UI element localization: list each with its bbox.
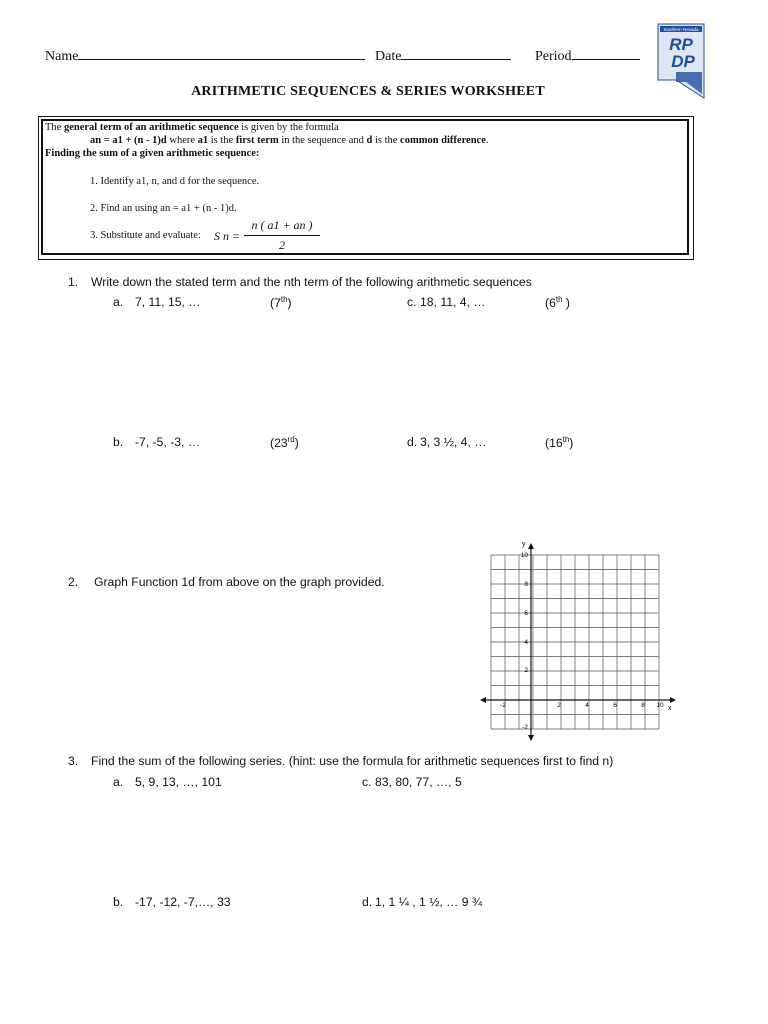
y-axis-label: y	[522, 541, 526, 548]
sum-formula-numerator: n ( a1 + an )	[251, 218, 313, 232]
y-tick-label: 8	[524, 581, 528, 588]
period-field[interactable]	[535, 46, 640, 65]
x-tick-label: 6	[613, 702, 617, 709]
x-tick-label: 10	[656, 702, 664, 709]
q3a-label: a.	[113, 775, 124, 789]
q3c-label: c.	[362, 775, 372, 789]
q1a-sequence: 7, 11, 15, …	[135, 295, 201, 309]
q1a-label: a.	[113, 295, 124, 309]
date-field[interactable]	[375, 46, 511, 65]
y-tick-label: 4	[524, 639, 528, 646]
y-axis-arrow-up	[528, 543, 534, 549]
q1d-term: (16th)	[545, 435, 574, 451]
y-tick-label: 6	[524, 610, 528, 617]
q3d-sequence: 1, 1 ¼ , 1 ½, … 9 ¾	[375, 895, 483, 909]
x-tick-label: 8	[641, 702, 645, 709]
x-tick-label: -2	[500, 702, 506, 709]
q1b-term: (23rd)	[270, 435, 299, 451]
name-label: Name	[45, 49, 79, 64]
y-tick-label: -2	[522, 724, 528, 731]
q3d-label: d.	[362, 895, 373, 909]
q3-prompt: Find the sum of the following series. (hint: use the formula for arithmetic sequences first to find n)	[91, 754, 614, 768]
logo-top-text: Southern Nevada	[663, 27, 699, 32]
q2-number: 2.	[68, 575, 79, 589]
box-line-2: an = a1 + (n - 1)d where a1 is the first term in the sequence and d is the common difference.	[90, 135, 489, 146]
step-2: 2. Find an using an = a1 + (n - 1)d.	[90, 203, 237, 214]
sum-formula-lhs: S n =	[214, 229, 241, 243]
step-3: 3. Substitute and evaluate:	[90, 230, 201, 241]
date-blank[interactable]	[401, 46, 511, 60]
coordinate-grid[interactable]	[478, 535, 678, 745]
date-label: Date	[375, 49, 402, 64]
step-1: 1. Identify a1, n, and d for the sequence.	[90, 176, 260, 187]
x-axis-arrow-right	[670, 697, 676, 703]
q1d-sequence: 3, 3 ½, 4, …	[420, 435, 487, 449]
q3c-sequence: 83, 80, 77, …, 5	[375, 775, 462, 789]
q1c-label: c.	[407, 295, 417, 309]
q3a-sequence: 5, 9, 13, …, 101	[135, 775, 222, 789]
sum-formula-denominator: 2	[279, 238, 285, 252]
q1c-term: (6th )	[545, 295, 570, 311]
q3b-sequence: -17, -12, -7,…, 33	[135, 895, 231, 909]
q3b-label: b.	[113, 895, 124, 909]
name-field[interactable]	[45, 46, 365, 65]
box-line-1: The general term of an arithmetic sequence is given by the formula	[45, 122, 339, 133]
x-axis-label: x	[668, 705, 672, 712]
period-label: Period	[535, 49, 572, 64]
y-tick-label: 10	[520, 552, 528, 559]
q1b-label: b.	[113, 435, 124, 449]
y-tick-label: 2	[524, 667, 528, 674]
q1d-label: d.	[407, 435, 418, 449]
q1-number: 1.	[68, 275, 79, 289]
q1a-term: (7th)	[270, 295, 292, 311]
sum-heading: Finding the sum of a given arithmetic sequence:	[45, 148, 260, 159]
fraction-bar	[244, 235, 320, 236]
x-tick-label: 4	[585, 702, 589, 709]
logo-letters-2: DP	[671, 52, 695, 71]
q2-prompt: Graph Function 1d from above on the graph provided.	[94, 575, 385, 589]
q1-prompt: Write down the stated term and the nth term of the following arithmetic sequences	[91, 275, 532, 289]
x-axis-arrow-left	[480, 697, 486, 703]
worksheet-title: ARITHMETIC SEQUENCES & SERIES WORKSHEET	[191, 84, 545, 99]
name-blank[interactable]	[78, 46, 365, 60]
q3-number: 3.	[68, 754, 79, 768]
general-term-formula: an = a1 + (n - 1)d	[90, 135, 167, 146]
q1c-sequence: 18, 11, 4, …	[420, 295, 486, 309]
x-tick-label: 2	[557, 702, 561, 709]
y-axis-arrow-down	[528, 735, 534, 741]
logo-letters-1: RP	[669, 35, 693, 54]
period-blank[interactable]	[572, 46, 640, 60]
q1b-sequence: -7, -5, -3, …	[135, 435, 201, 449]
